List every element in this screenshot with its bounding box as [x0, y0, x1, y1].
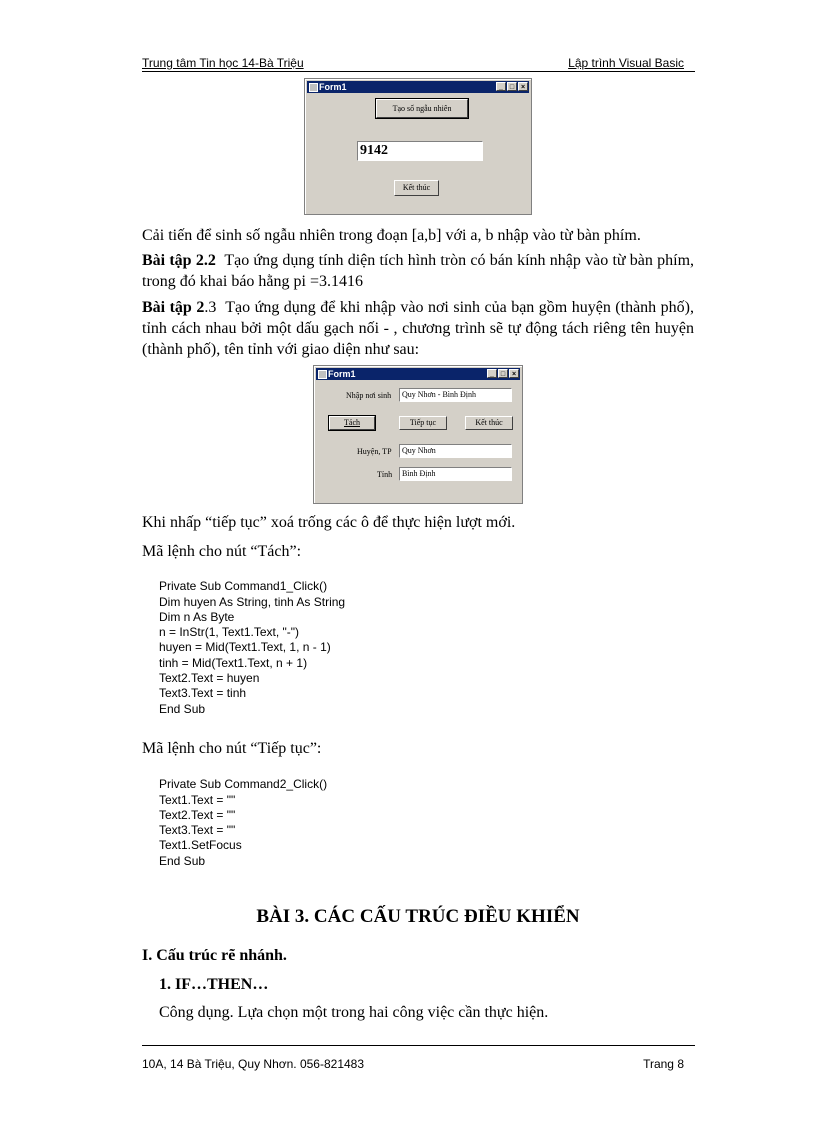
- form1-window: [304, 78, 532, 215]
- form-icon: [318, 370, 327, 379]
- exercise-2-3: [142, 297, 694, 360]
- exercise-2-2-label: Bài tập 2.2: [142, 252, 216, 269]
- split-button[interactable]: Tách: [329, 416, 375, 430]
- code-line: n = InStr(1, Text1.Text, "-"): [159, 625, 300, 640]
- minimize-icon[interactable]: _: [496, 82, 506, 91]
- section-title: BÀI 3. CÁC CẤU TRÚC ĐIỀU KHIỂN: [256, 906, 580, 927]
- birthplace-textbox[interactable]: Quy Nhơn - Bình Định: [399, 388, 512, 402]
- province-label: Tỉnh: [377, 470, 393, 479]
- minimize-icon[interactable]: _: [487, 369, 497, 378]
- header-right: Lập trình Visual Basic: [568, 56, 684, 70]
- improve-note: Cải tiến để sinh số ngẫu nhiên trong đoạn [a,b] với a, b nhập vào từ bàn phím.: [142, 227, 641, 244]
- result-textbox[interactable]: 9142: [357, 141, 483, 161]
- code-line: Text3.Text = "": [159, 823, 236, 838]
- code-block-continue: [159, 762, 327, 884]
- close-icon[interactable]: ×: [518, 82, 528, 91]
- footer-left: 10A, 14 Bà Triệu, Quy Nhơn. 056-821483: [142, 1057, 365, 1071]
- form1-title: Form1: [319, 82, 347, 92]
- code-line: Dim huyen As String, tinh As String: [159, 594, 346, 609]
- exercise-2-3-label: Bài tập 2: [142, 299, 205, 316]
- maximize-icon[interactable]: □: [507, 82, 517, 91]
- exercise-2-3-label-tail: .3: [204, 299, 217, 316]
- section-heading-2: 1. IF…THEN…: [159, 976, 269, 993]
- header-left: Trung tâm Tin học 14-Bà Triệu: [142, 56, 304, 70]
- form1-exit-button[interactable]: Kết thúc: [394, 180, 439, 196]
- continue-note: Khi nhấp “tiếp tục” xoá trống các ô để thực hiện lượt mới.: [142, 514, 516, 531]
- code-split-label: Mã lệnh cho nút “Tách”:: [142, 543, 302, 560]
- code-line: Text3.Text = tinh: [159, 686, 247, 701]
- code-line: Text1.SetFocus: [159, 838, 242, 853]
- code-line: Text2.Text = huyen: [159, 671, 260, 686]
- continue-button[interactable]: Tiếp tục: [399, 416, 447, 430]
- code-line: Text1.Text = "": [159, 792, 236, 807]
- usage-text: Công dụng. Lựa chọn một trong hai công việc cần thực hiện.: [159, 1004, 549, 1021]
- exercise-2-3-body: Tạo ứng dụng để khi nhập vào nơi sinh của bạn gồm huyện (thành phố), tỉnh cách nhau bởi một dấu gạch nối - , chương trình sẽ tự động tách riêng tên huyện (thành phố), tên tỉnh với giao diện như sau:: [142, 299, 694, 358]
- header-rule: [142, 71, 695, 72]
- footer-rule: [142, 1045, 695, 1046]
- form2-title: Form1: [328, 369, 356, 379]
- exercise-2-2-body: Tạo ứng dụng tính diện tích hình tròn có bán kính nhập vào từ bàn phím, trong đó khai báo hằng pi =3.1416: [142, 252, 695, 290]
- page-number: Trang 8: [643, 1057, 684, 1071]
- district-textbox[interactable]: Quy Nhơn: [399, 444, 512, 458]
- province-textbox[interactable]: Bình Định: [399, 467, 512, 481]
- code-line: huyen = Mid(Text1.Text, 1, n - 1): [159, 640, 331, 655]
- code-line: End Sub: [159, 853, 206, 868]
- form2-titlebar: [316, 368, 520, 380]
- code-line: Private Sub Command1_Click(): [159, 579, 328, 594]
- birthplace-label: Nhập nơi sinh: [346, 391, 392, 400]
- code-line: Text2.Text = "": [159, 807, 236, 822]
- form-icon: [309, 83, 318, 92]
- form2-window: [313, 365, 523, 504]
- district-label: Huyện, TP: [357, 447, 392, 456]
- code-block-split: [159, 564, 345, 732]
- form2-exit-button[interactable]: Kết thúc: [465, 416, 513, 430]
- code-line: Dim n As Byte: [159, 609, 235, 624]
- code-continue-label: Mã lệnh cho nút “Tiếp tục”:: [142, 740, 322, 757]
- code-line: Private Sub Command2_Click(): [159, 777, 328, 792]
- exercise-2-2: [142, 250, 694, 292]
- random-button[interactable]: Tạo số ngẫu nhiên: [376, 99, 468, 118]
- close-icon[interactable]: ×: [509, 369, 519, 378]
- maximize-icon[interactable]: □: [498, 369, 508, 378]
- section-heading-1: I. Cấu trúc rẽ nhánh.: [142, 947, 287, 964]
- form1-titlebar: [307, 81, 529, 93]
- code-line: End Sub: [159, 701, 206, 716]
- code-line: tinh = Mid(Text1.Text, n + 1): [159, 655, 308, 670]
